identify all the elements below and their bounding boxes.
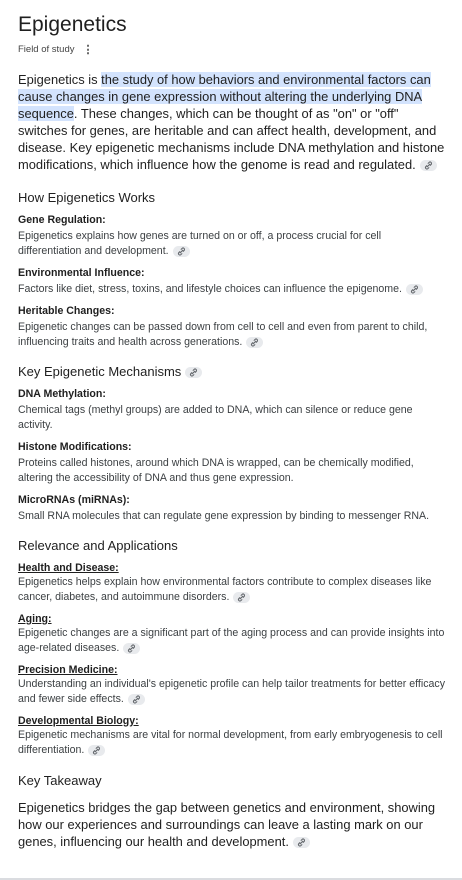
list-item (18, 663, 446, 707)
lead-prefix: Epigenetics is (18, 72, 102, 87)
list-item (18, 714, 446, 758)
link-icon[interactable] (293, 837, 310, 848)
link-icon[interactable] (173, 246, 190, 257)
item-text: Factors like diet, stress, toxins, and lifestyle choices can influence the epigenome. (18, 282, 446, 297)
list-item (18, 612, 446, 656)
list-item (18, 387, 446, 433)
takeaway-text: Epigenetics bridges the gap between genetics and environment, showing how our experiences and surroundings can leave a lasting mark on our genes, influencing our health and development. (18, 800, 436, 849)
item-text: Chemical tags (methyl groups) are added to DNA, which can silence or reduce gene activity. (18, 404, 413, 431)
item-text: Epigenetics helps explain how environmental factors contribute to complex diseases like cancer, diabetes, and autoimmune disorders. (18, 576, 432, 603)
link-icon[interactable] (420, 160, 437, 171)
item-title: Histone Modifications: (18, 441, 132, 453)
list-item (18, 440, 446, 486)
item-title: MicroRNAs (miRNAs): (18, 494, 130, 506)
item-title: Heritable Changes: (18, 305, 115, 317)
item-title[interactable]: Health and Disease: (18, 562, 119, 574)
list-item (18, 266, 446, 297)
kebab-icon[interactable]: ⋮ (82, 43, 94, 56)
item-title[interactable]: Precision Medicine: (18, 664, 118, 676)
item-title[interactable]: Developmental Biology: (18, 715, 139, 727)
section-heading: Key Epigenetic Mechanisms (18, 363, 446, 380)
item-text: Epigenetic mechanisms are vital for normal development, from early embryogenesis to cell differentiation. (18, 729, 443, 756)
subtitle-row (18, 42, 446, 56)
link-icon[interactable] (246, 337, 263, 348)
link-icon[interactable] (406, 284, 423, 295)
list-item (18, 493, 446, 524)
subtitle: Field of study (18, 43, 75, 55)
item-text: Epigenetic changes can be passed down from cell to cell and even from parent to child, influencing traits and health across generations. (18, 321, 428, 348)
link-icon[interactable] (88, 745, 105, 756)
lead-highlight: the study of how behaviors and environmental factors can cause changes in gene expression without altering the underlying DNA sequence (18, 72, 431, 121)
section-heading: How Epigenetics Works (18, 190, 156, 205)
lead-suffix: . These changes, which can be thought of as "on" or "off" switches for genes, are heritable and can affect health, development, and disease. Key epigenetic mechanisms include DNA methylation and histone modifications, which influence how the genome is read and regulated. (18, 106, 445, 172)
item-text: Epigenetics explains how genes are turned on or off, a process crucial for cell differentiation and development. (18, 230, 382, 257)
item-title: Gene Regulation: (18, 214, 106, 226)
page-title: Epigenetics (18, 13, 127, 36)
takeaway-heading: Key Takeaway (18, 773, 102, 788)
item-text: Proteins called histones, around which DNA is wrapped, can be chemically modified, altering the accessibility of DNA and thus gene expression. (18, 457, 414, 484)
list-item (18, 561, 446, 605)
list-item (18, 304, 446, 350)
lead-paragraph (18, 71, 446, 173)
section-heading: Relevance and Applications (18, 538, 178, 553)
item-title: DNA Methylation: (18, 388, 106, 400)
item-text: Small RNA molecules that can regulate gene expression by binding to messenger RNA. (18, 510, 430, 522)
item-title[interactable]: Aging: (18, 613, 52, 625)
link-icon[interactable] (233, 592, 250, 603)
item-text: Understanding an individual's epigenetic profile can help tailor treatments for better efficacy and fewer side effects. (18, 678, 445, 705)
item-text: Epigenetic changes are a significant part of the aging process and can provide insights into age-related diseases. (18, 627, 445, 654)
link-icon[interactable] (128, 694, 145, 705)
item-title: Environmental Influence: (18, 267, 145, 279)
link-icon[interactable] (185, 367, 202, 378)
list-item (18, 213, 446, 259)
link-icon[interactable] (123, 643, 140, 654)
